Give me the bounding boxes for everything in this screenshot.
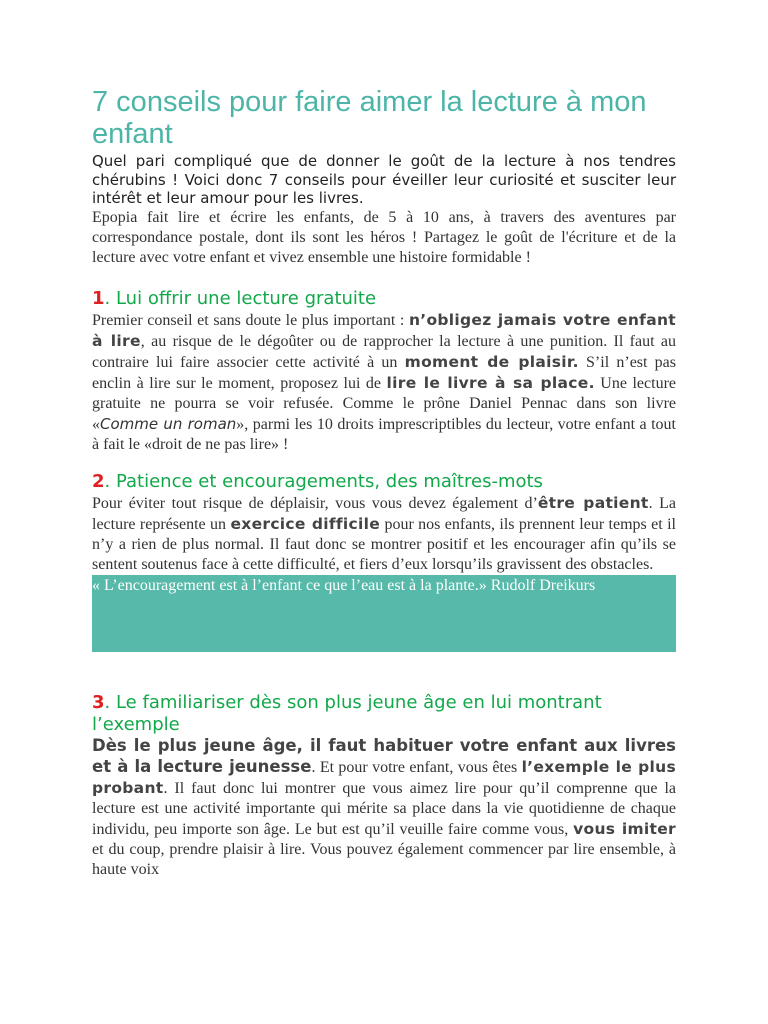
section-heading-text: . Lui offrir une lecture gratuite [104,287,377,309]
section-2-paragraph [92,493,676,575]
bold-run: lire le livre à sa place. [386,373,595,392]
section-3-heading [92,692,676,736]
section-3-paragraph [92,736,676,880]
text-run: S’il n’est pas enclin à lire sur le moment, proposez lui de [92,353,677,392]
text-run: et du coup, prendre plaisir à lire. Vous pouvez également commencer par lire ensemble, à haute voix [92,840,676,878]
text-run: . La lecture représente un [92,494,676,533]
section-1-paragraph [92,310,676,455]
bold-run: l’exemple le plus probant [92,757,676,797]
page-title: 7 conseils pour faire aimer la lecture à mon enfant [92,86,647,150]
bold-run: vous imiter [573,819,676,838]
bold-run: être patient [537,493,649,512]
section-number: 2 [92,470,105,492]
section-number: 3 [92,691,105,713]
text-run: , au risque de le dégoûter ou de rapprocher la lecture à une punition. Il faut au contraire lui faire associer cette activité à un [92,332,676,371]
bold-run: moment de plaisir. [404,352,579,371]
text-run: pour nos enfants, ils prennent leur temps et il n’y a rien de plus normal. Il faut donc se montrer positif et les encourager afin qu’ils se sentent soutenus face à cette difficulté, et fiers d’eux lorsqu’ils gravissent des obstacles. [92,515,677,573]
section-2-heading [92,471,676,493]
text-run: . Il faut donc lui montrer que vous aimez lire pour qu’il comprenne que la lecture est une activité importante qui mérite sa place dans la vie quotidienne de chaque individu, peu importe son âge. Le but est qu’il veuille faire comme vous, [92,779,676,838]
section-1-heading [92,288,676,310]
section-heading-text: . Patience et encouragements, des maîtres-mots [104,470,543,492]
text-run: », parmi les 10 droits imprescriptibles du lecteur, votre enfant a tout à fait le «droit de ne pas lire» ! [92,415,676,453]
text-run: Premier conseil et sans doute le plus important : [92,311,409,329]
text-run: Pour éviter tout risque de déplaisir, vous vous devez également d’ [92,494,538,512]
intro-paragraph: Quel pari compliqué que de donner le goût de la lecture à nos tendres chérubins ! Voici donc 7 conseils pour éveiller leur curiosité et susciter leur intérêt et leur amour pour les livres. [92,152,676,207]
bold-run: exercice difficile [230,514,381,533]
text-run: Une lecture gratuite ne pourra se voir refusée. Comme le prône Daniel Pennac dans son livre « [92,374,676,433]
section-heading-text: . Le familiariser dès son plus jeune âge en lui montrant l’exemple [92,691,602,735]
text-run: . Et pour votre enfant, vous êtes [311,758,522,776]
bold-run: n’obligez jamais votre enfant à lire [92,310,676,350]
section-number: 1 [92,287,105,309]
quote-box: « L’encouragement est à l’enfant ce que l’eau est à la plante.» Rudolf Dreikurs [92,575,676,652]
bold-lead: Dès le plus jeune âge, il faut habituer votre enfant aux livres et à la lecture jeunesse [92,735,676,776]
epopia-paragraph: Epopia fait lire et écrire les enfants, de 5 à 10 ans, à travers des aventures par correspondance postale, dont ils sont les héros ! Partagez le goût de l'écriture et de la lecture avec votre enfant et vivez ensemble une histoire formidable ! [92,208,676,266]
italic-book-title: Comme un roman [100,414,237,433]
